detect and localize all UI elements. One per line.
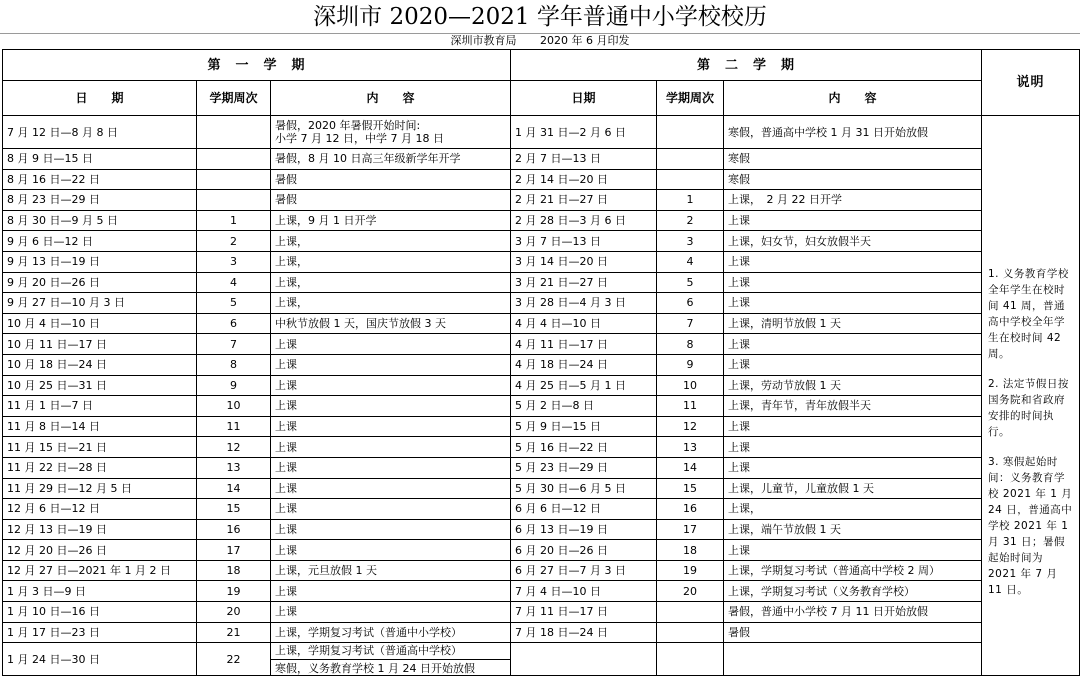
week-cell: 8: [197, 354, 271, 375]
week-cell: 13: [657, 437, 724, 458]
date-cell: 12 月 20 日—26 日: [3, 540, 197, 561]
content-cell: [271, 519, 511, 540]
note-paragraph: 1. 义务教育学校全年学生在校时间 41 周，普通高中学校全年学生在校时间 42 周。: [988, 268, 1069, 360]
content-cell: [271, 622, 511, 643]
table-row: [3, 622, 1080, 643]
week-cell: 7: [657, 313, 724, 334]
table-row: [3, 293, 1080, 314]
content-cell: [271, 190, 511, 211]
date-cell: 1 月 31 日—2 月 6 日: [511, 116, 657, 149]
date-cell: 5 月 16 日—22 日: [511, 437, 657, 458]
content-line: 寒假，义务教育学校 1 月 24 日开始放假: [275, 662, 475, 676]
table-row: [3, 375, 1080, 396]
content-cell: [271, 169, 511, 190]
table-row: [3, 354, 1080, 375]
content-cell: [271, 602, 511, 623]
date-cell: 10 月 4 日—10 日: [3, 313, 197, 334]
content-cell: 暑假，普通中小学校 7 月 11 日开始放假: [724, 602, 982, 623]
date-cell: 9 月 6 日—12 日: [3, 231, 197, 252]
note-paragraph: 2. 法定节假日按国务院和省政府安排的时间执行。: [988, 378, 1069, 438]
table-row: [3, 457, 1080, 478]
content-cell: [271, 354, 511, 375]
content-line: 上课，: [275, 255, 308, 269]
content-line: 上课，元旦放假 1 天: [275, 564, 377, 578]
date-cell: 5 月 30 日—6 月 5 日: [511, 478, 657, 499]
content-cell: 上课，清明节放假 1 天: [724, 313, 982, 334]
date-cell: 7 月 18 日—24 日: [511, 622, 657, 643]
content-cell: [271, 581, 511, 602]
content-cell: 上课，妇女节，妇女放假半天: [724, 231, 982, 252]
table-row: [3, 499, 1080, 520]
content-cell: [271, 478, 511, 499]
week-cell: 15: [197, 499, 271, 520]
week-cell: 13: [197, 457, 271, 478]
date-cell: 2 月 7 日—13 日: [511, 149, 657, 170]
table-row: [3, 540, 1080, 561]
table-row: [3, 519, 1080, 540]
table-row: [3, 437, 1080, 458]
table-row: [3, 149, 1080, 170]
date-cell: 1 月 3 日—9 日: [3, 581, 197, 602]
content-line: 上课，: [275, 234, 308, 248]
content-line: 上课，学期复习考试（普通中小学校）: [275, 625, 462, 639]
week-col-header: 学期周次: [657, 81, 724, 116]
week-cell: 11: [197, 416, 271, 437]
issue-date: 2020 年 6 月印发: [540, 34, 630, 47]
content-cell: [724, 643, 982, 676]
date-cell: 9 月 13 日—19 日: [3, 251, 197, 272]
date-cell: 10 月 18 日—24 日: [3, 354, 197, 375]
content-line: 上课，: [275, 275, 308, 289]
table-row: [3, 643, 1080, 676]
week-cell: 15: [657, 478, 724, 499]
semester-header-row: [3, 50, 1080, 81]
date-cell: 10 月 11 日—17 日: [3, 334, 197, 355]
date-cell: 7 月 11 日—17 日: [511, 602, 657, 623]
date-cell: 8 月 16 日—22 日: [3, 169, 197, 190]
week-cell: 22: [197, 643, 271, 676]
table-row: [3, 313, 1080, 334]
date-cell: 10 月 25 日—31 日: [3, 375, 197, 396]
content-line: 暑假: [275, 193, 297, 207]
page-title: 深圳市 2020—2021 学年普通中小学校校历: [313, 4, 767, 30]
week-cell: [197, 116, 271, 149]
school-calendar-table: [2, 49, 1080, 676]
content-line: 上课，9 月 1 日开学: [275, 214, 377, 228]
date-cell: 3 月 7 日—13 日: [511, 231, 657, 252]
content-cell: 上课: [724, 354, 982, 375]
date-cell: 11 月 8 日—14 日: [3, 416, 197, 437]
date-cell: 7 月 4 日—10 日: [511, 581, 657, 602]
content-col-header: 内 容: [724, 81, 982, 116]
week-cell: 21: [197, 622, 271, 643]
content-cell: 上课: [724, 293, 982, 314]
notes-cell: [982, 116, 1080, 676]
table-row: [3, 251, 1080, 272]
week-cell: 17: [657, 519, 724, 540]
week-cell: 8: [657, 334, 724, 355]
week-cell: 10: [197, 396, 271, 417]
table-row: [3, 560, 1080, 581]
table-row: [3, 116, 1080, 149]
content-cell: [271, 313, 511, 334]
content-cell: [271, 375, 511, 396]
week-cell: [657, 169, 724, 190]
week-cell: 18: [197, 560, 271, 581]
table-row: [3, 190, 1080, 211]
date-cell: 6 月 27 日—7 月 3 日: [511, 560, 657, 581]
content-line: 上课: [275, 461, 297, 475]
week-cell: 5: [197, 293, 271, 314]
week-cell: 2: [657, 210, 724, 231]
semester-1-header: 第 一 学 期: [3, 50, 511, 81]
date-cell: 9 月 20 日—26 日: [3, 272, 197, 293]
content-cell: 上课: [724, 210, 982, 231]
table-row: [3, 272, 1080, 293]
week-cell: 16: [657, 499, 724, 520]
date-cell: 7 月 12 日—8 月 8 日: [3, 116, 197, 149]
date-col-header: 日期: [511, 81, 657, 116]
content-cell: [271, 210, 511, 231]
content-cell: 上课: [724, 437, 982, 458]
content-line: 暑假，8 月 10 日高三年级新学年开学: [275, 152, 461, 166]
note-paragraph: 3. 寒假起始时间：义务教育学校 2021 年 1 月 24 日，普通高中学校 2021 年 1 月 31 日；暑假起始时间为 2021 年 7 月 11 日。: [988, 456, 1073, 596]
date-cell: 2 月 28 日—3 月 6 日: [511, 210, 657, 231]
issuer: 深圳市教育局: [450, 34, 517, 47]
date-cell: 2 月 14 日—20 日: [511, 169, 657, 190]
column-header-row: [3, 81, 1080, 116]
week-cell: 6: [197, 313, 271, 334]
week-cell: 7: [197, 334, 271, 355]
content-cell: 上课: [724, 272, 982, 293]
week-cell: 14: [657, 457, 724, 478]
content-line: 上课: [275, 543, 297, 557]
table-row: [3, 478, 1080, 499]
content-line: 上课: [275, 420, 297, 434]
content-cell: 上课，劳动节放假 1 天: [724, 375, 982, 396]
content-cell: [271, 293, 511, 314]
date-cell: 3 月 14 日—20 日: [511, 251, 657, 272]
week-cell: 16: [197, 519, 271, 540]
content-cell: 上课，青年节，青年放假半天: [724, 396, 982, 417]
week-cell: 1: [197, 210, 271, 231]
content-cell: 上课，儿童节，儿童放假 1 天: [724, 478, 982, 499]
date-cell: 6 月 13 日—19 日: [511, 519, 657, 540]
date-cell: 11 月 1 日—7 日: [3, 396, 197, 417]
content-cell: [271, 272, 511, 293]
content-cell: [271, 560, 511, 581]
week-cell: 17: [197, 540, 271, 561]
date-cell: 6 月 20 日—26 日: [511, 540, 657, 561]
content-cell: [271, 116, 511, 149]
date-cell: 11 月 15 日—21 日: [3, 437, 197, 458]
date-cell: 4 月 4 日—10 日: [511, 313, 657, 334]
content-cell: 上课: [724, 457, 982, 478]
content-cell: [271, 643, 511, 676]
table-row: [3, 602, 1080, 623]
week-cell: 12: [197, 437, 271, 458]
content-cell: [271, 457, 511, 478]
week-cell: 19: [197, 581, 271, 602]
week-cell: 19: [657, 560, 724, 581]
content-line: 小学 7 月 12 日，中学 7 月 18 日: [275, 132, 444, 145]
content-cell: 上课， 2 月 22 日开学: [724, 190, 982, 211]
week-cell: 4: [197, 272, 271, 293]
content-line: 上课: [275, 502, 297, 516]
content-line: 上课: [275, 378, 297, 392]
week-cell: 20: [197, 602, 271, 623]
content-line: 上课: [275, 481, 297, 495]
date-col-header: 日 期: [3, 81, 197, 116]
content-line: 上课，学期复习考试（普通高中学校）: [271, 643, 510, 660]
table-row: [3, 416, 1080, 437]
date-cell: 3 月 28 日—4 月 3 日: [511, 293, 657, 314]
date-cell: 3 月 21 日—27 日: [511, 272, 657, 293]
date-cell: 11 月 22 日—28 日: [3, 457, 197, 478]
table-row: [3, 210, 1080, 231]
date-cell: 12 月 13 日—19 日: [3, 519, 197, 540]
table-row: [3, 231, 1080, 252]
week-cell: [657, 602, 724, 623]
date-cell: 6 月 6 日—12 日: [511, 499, 657, 520]
content-line: 上课: [275, 584, 297, 598]
content-cell: 暑假: [724, 622, 982, 643]
week-cell: 9: [197, 375, 271, 396]
date-cell: 8 月 9 日—15 日: [3, 149, 197, 170]
content-col-header: 内 容: [271, 81, 511, 116]
week-cell: [657, 149, 724, 170]
content-cell: 上课: [724, 334, 982, 355]
content-line: 上课: [275, 522, 297, 536]
week-cell: 18: [657, 540, 724, 561]
date-cell: 8 月 30 日—9 月 5 日: [3, 210, 197, 231]
date-cell: 5 月 9 日—15 日: [511, 416, 657, 437]
week-cell: 9: [657, 354, 724, 375]
content-cell: [271, 251, 511, 272]
week-cell: 6: [657, 293, 724, 314]
week-cell: [197, 149, 271, 170]
week-cell: 14: [197, 478, 271, 499]
date-cell: 2 月 21 日—27 日: [511, 190, 657, 211]
content-cell: 上课: [724, 416, 982, 437]
date-cell: 8 月 23 日—29 日: [3, 190, 197, 211]
content-cell: [271, 334, 511, 355]
content-cell: 上课，: [724, 499, 982, 520]
week-cell: [657, 643, 724, 676]
week-cell: 3: [657, 231, 724, 252]
content-line: 上课: [275, 358, 297, 372]
week-cell: 10: [657, 375, 724, 396]
content-cell: 寒假: [724, 169, 982, 190]
content-cell: 上课，端午节放假 1 天: [724, 519, 982, 540]
date-cell: [511, 643, 657, 676]
content-line: 上课: [275, 337, 297, 351]
table-row: [3, 396, 1080, 417]
content-line: 上课: [275, 605, 297, 619]
content-cell: [271, 416, 511, 437]
week-cell: 11: [657, 396, 724, 417]
date-cell: 1 月 10 日—16 日: [3, 602, 197, 623]
week-cell: 20: [657, 581, 724, 602]
week-cell: [657, 116, 724, 149]
content-cell: 上课: [724, 251, 982, 272]
date-cell: 11 月 29 日—12 月 5 日: [3, 478, 197, 499]
week-cell: 12: [657, 416, 724, 437]
table-row: [3, 169, 1080, 190]
date-cell: 9 月 27 日—10 月 3 日: [3, 293, 197, 314]
week-cell: 5: [657, 272, 724, 293]
content-cell: 寒假，普通高中学校 1 月 31 日开始放假: [724, 116, 982, 149]
content-line: 上课: [275, 399, 297, 413]
date-cell: 4 月 18 日—24 日: [511, 354, 657, 375]
week-cell: 2: [197, 231, 271, 252]
semester-2-header: 第 二 学 期: [511, 50, 982, 81]
notes-header: 说明: [982, 50, 1080, 116]
week-cell: 3: [197, 251, 271, 272]
content-cell: 寒假: [724, 149, 982, 170]
table-row: [3, 334, 1080, 355]
content-cell: [271, 149, 511, 170]
date-cell: 4 月 25 日—5 月 1 日: [511, 375, 657, 396]
week-cell: [657, 622, 724, 643]
content-cell: [271, 437, 511, 458]
content-cell: [271, 540, 511, 561]
week-cell: [197, 169, 271, 190]
issue-line: [0, 34, 1080, 48]
date-cell: 4 月 11 日—17 日: [511, 334, 657, 355]
content-cell: [271, 396, 511, 417]
date-cell: 5 月 2 日—8 日: [511, 396, 657, 417]
content-line: 暑假: [275, 172, 297, 186]
content-line: 上课: [275, 440, 297, 454]
date-cell: 5 月 23 日—29 日: [511, 457, 657, 478]
week-col-header: 学期周次: [197, 81, 271, 116]
date-cell: 1 月 17 日—23 日: [3, 622, 197, 643]
week-cell: [197, 190, 271, 211]
table-row: [3, 581, 1080, 602]
week-cell: 1: [657, 190, 724, 211]
content-cell: [271, 499, 511, 520]
content-cell: 上课: [724, 540, 982, 561]
date-cell: 1 月 24 日—30 日: [3, 643, 197, 676]
date-cell: 12 月 6 日—12 日: [3, 499, 197, 520]
content-cell: 上课，学期复习考试（义务教育学校）: [724, 581, 982, 602]
week-cell: 4: [657, 251, 724, 272]
date-cell: 12 月 27 日—2021 年 1 月 2 日: [3, 560, 197, 581]
content-line: 中秋节放假 1 天，国庆节放假 3 天: [275, 317, 446, 331]
content-line: 暑假，2020 年暑假开始时间:: [275, 119, 421, 132]
content-cell: [271, 231, 511, 252]
content-line: 上课，: [275, 296, 308, 310]
content-cell: 上课，学期复习考试（普通高中学校 2 周）: [724, 560, 982, 581]
